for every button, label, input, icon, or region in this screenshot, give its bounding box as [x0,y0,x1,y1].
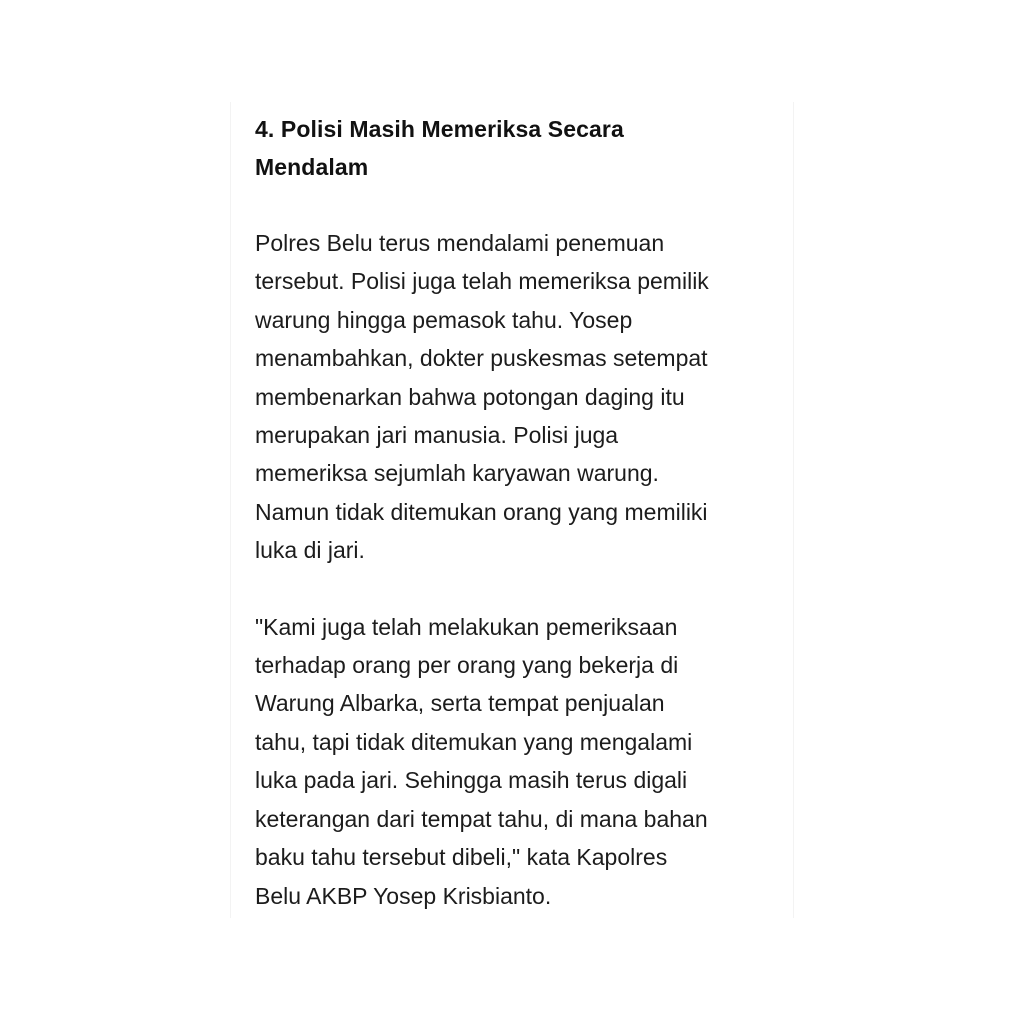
section-heading: 4. Polisi Masih Memeriksa Secara Mendalam [255,116,624,180]
article-card [230,102,794,918]
article-content [255,110,775,915]
article-paragraph-2: "Kami juga telah melakukan pemeriksaan terhadap orang per orang yang bekerja di Warung Albarka, serta tempat penjualan tahu, tapi tidak ditemukan yang mengalami luka pada jari. Sehingga masih terus digali keterangan dari tempat tahu, di mana bahan baku tahu tersebut dibeli," kata Kapolres Belu AKBP Yosep Krisbianto. [255,613,708,909]
article-paragraph-1: Polres Belu terus mendalami penemuan tersebut. Polisi juga telah memeriksa pemilik warung hingga pemasok tahu. Yosep menambahkan, dokter puskesmas setempat membenarkan bahwa potongan daging itu merupakan jari manusia. Polisi juga memeriksa sejumlah karyawan warung. Namun tidak ditemukan orang yang memiliki luka di jari. [255,230,709,564]
